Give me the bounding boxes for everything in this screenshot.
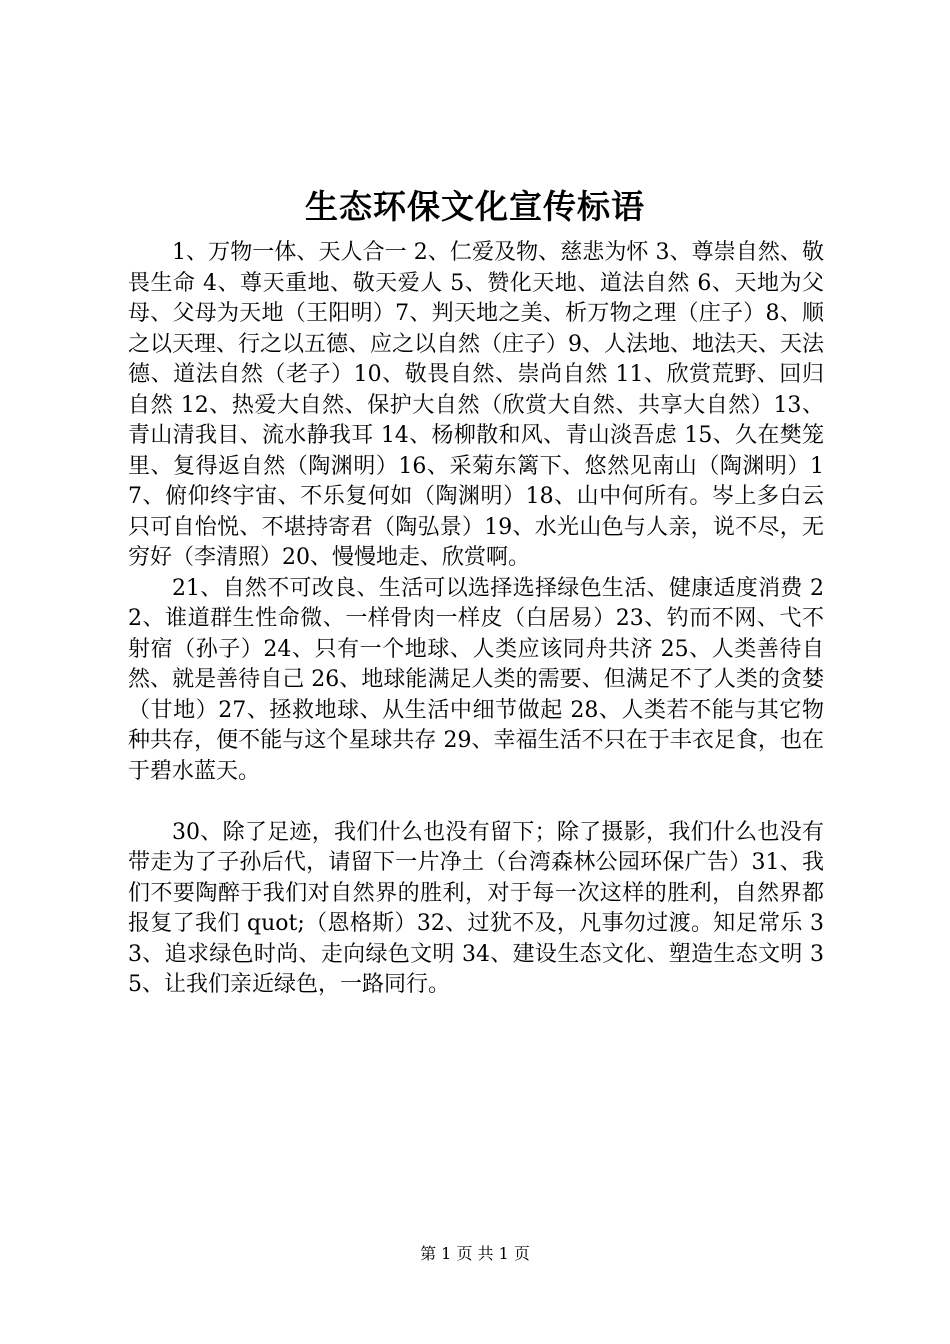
document-body: [128, 238, 824, 1001]
page-footer: 第 1 页 共 1 页: [420, 1244, 530, 1263]
paragraph-slogans-30-35: 30、除了足迹，我们什么也没有留下；除了摄影，我们什么也没有带走为了子孙后代，请留下一片净土（台湾森林公园环保广告）31、我们不要陶醉于我们对自然界的胜利，对于每一次这样的胜利，自然界都报复了我们 quot;（恩格斯）32、过犹不及，凡事勿过渡。知足常乐 33、追求绿色时尚、走向绿色文明 34、建设生态文化、塑造生态文明 35、让我们亲近绿色，一路同行。: [128, 819, 824, 997]
paragraph-slogans-21-29: 21、自然不可改良、生活可以选择选择绿色生活、健康适度消费 22、谁道群生性命微、一样骨肉一样皮（白居易）23、钓而不网、弋不射宿（孙子）24、只有一个地球、人类应该同舟共济 25、人类善待自然、就是善待自己 26、地球能满足人类的需要、但满足不了人类的贪婪（甘地）27、拯救地球、从生活中细节做起 28、人类若不能与其它物种共存，便不能与这个星球共存 29、幸福生活不只在于丰衣足食，也在于碧水蓝天。: [128, 575, 824, 784]
paragraph-slogans-1-20: 1、万物一体、天人合一 2、仁爱及物、慈悲为怀 3、尊崇自然、敬畏生命 4、尊天重地、敬天爱人 5、赞化天地、道法自然 6、天地为父母、父母为天地（王阳明）7、判天地之美、析万物之理（庄子）8、顺之以天理、行之以五德、应之以自然（庄子）9、人法地、地法天、天法德、道法自然（老子）10、敬畏自然、崇尚自然 11、欣赏荒野、回归自然 12、热爱大自然、保护大自然（欣赏大自然、共享大自然）13、青山清我目、流水静我耳 14、杨柳散和风、青山淡吾虑 15、久在樊笼里、复得返自然（陶渊明）16、采菊东篱下、悠然见南山（陶渊明）17、俯仰终宇宙、不乐复何如（陶渊明）18、山中何所有。岑上多白云只可自怡悦、不堪持寄君（陶弘景）19、水光山色与人亲，说不尽，无穷好（李清照）20、慢慢地走、欣赏啊。: [128, 240, 824, 570]
document-title: 生态环保文化宣传标语: [305, 187, 645, 226]
